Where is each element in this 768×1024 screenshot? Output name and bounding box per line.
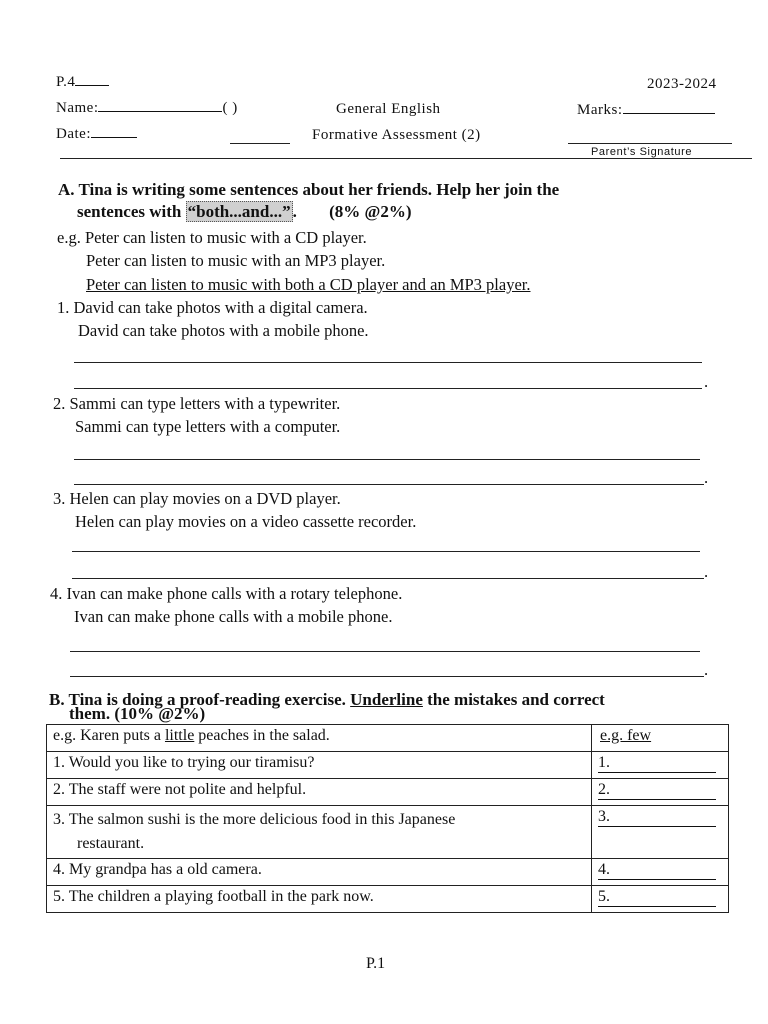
question-2-line1: 2. Sammi can type letters with a typewriter.	[53, 394, 341, 413]
question-4-line2: Ivan can make phone calls with a mobile phone.	[74, 607, 393, 626]
date-field	[56, 126, 137, 143]
signature-blank[interactable]	[568, 143, 732, 144]
row-2-sentence: 2. The staff were not polite and helpful.	[47, 779, 592, 806]
answer-line-2b[interactable]	[74, 484, 704, 485]
answer-line-4a[interactable]	[70, 651, 700, 652]
table-row	[47, 886, 729, 913]
school-year: 2023-2024	[647, 76, 717, 92]
table-row	[47, 779, 729, 806]
marks-blank[interactable]	[623, 113, 715, 114]
name-field	[56, 100, 238, 117]
example-sentence-cell: e.g. Karen puts a little peaches in the salad.	[47, 725, 592, 752]
section-a-title-line2: sentences with “both...and...” . (8% @2%)	[77, 202, 412, 221]
row-4-sentence: 4. My grandpa has a old camera.	[47, 859, 592, 886]
answer-line-3a[interactable]	[72, 551, 700, 552]
date-label: Date:	[56, 126, 91, 142]
answer-line-3b[interactable]	[72, 578, 704, 579]
question-4-line1: 4. Ivan can make phone calls with a rotary telephone.	[50, 584, 403, 603]
header-divider	[60, 158, 752, 159]
example-answer: Peter can listen to music with both a CD player and an MP3 player.	[86, 275, 531, 294]
period-1: .	[704, 372, 709, 391]
question-2-line2: Sammi can type letters with a computer.	[75, 417, 341, 436]
date-blank[interactable]	[91, 137, 137, 138]
both-and-highlight: “both...and...”	[187, 202, 291, 221]
table-row	[47, 725, 729, 752]
parent-signature-label: Parent’s Signature	[591, 146, 693, 158]
question-3-line1: 3. Helen can play movies on a DVD player.	[53, 489, 341, 508]
row-5-sentence: 5. The children a playing football in the park now.	[47, 886, 592, 913]
section-a-title-line1: A. Tina is writing some sentences about her friends. Help her join the	[58, 180, 560, 199]
example-answer-cell: e.g. few	[592, 725, 729, 752]
question-3-line2: Helen can play movies on a video cassette recorder.	[75, 512, 417, 531]
table-row	[47, 859, 729, 886]
row-1-answer[interactable]: 1.	[592, 752, 729, 779]
row-1-sentence: 1. Would you like to trying our tiramisu?	[47, 752, 592, 779]
row-3-answer[interactable]: 3.	[592, 806, 729, 859]
example-line1: e.g. Peter can listen to music with a CD player.	[57, 228, 367, 247]
example-mistake: little	[164, 727, 195, 744]
period-4: .	[704, 660, 709, 679]
underline-keyword: Underline	[350, 690, 423, 709]
row-3-sentence: 3. The salmon sushi is the more delicious food in this Japanese restaurant.	[47, 806, 592, 859]
section-a-marks: (8% @2%)	[329, 202, 412, 221]
class-blank[interactable]	[75, 85, 109, 86]
answer-line-2a[interactable]	[74, 459, 700, 460]
section-b-title-line2: them. (10% @2%)	[69, 704, 206, 723]
marks-field	[577, 102, 715, 119]
name-label: Name:	[56, 100, 99, 116]
class-label: P.4	[56, 74, 76, 90]
row-4-answer[interactable]: 4.	[592, 859, 729, 886]
class-field	[56, 74, 109, 91]
section-b-title-line1: B. Tina is doing a proof-reading exercise. Underline the mistakes and correct	[49, 690, 605, 709]
name-blank[interactable]	[98, 111, 222, 112]
proofreading-table	[46, 724, 729, 913]
page-number: P.1	[366, 955, 386, 972]
table-row	[47, 752, 729, 779]
assessment-title: Formative Assessment (2)	[312, 127, 481, 143]
class-number-bracket[interactable]: ( )	[222, 100, 238, 116]
question-1-line2: David can take photos with a mobile phone.	[78, 321, 369, 340]
example-line2: Peter can listen to music with an MP3 player.	[86, 251, 386, 270]
date-blank-2[interactable]	[230, 143, 290, 144]
row-5-answer[interactable]: 5.	[592, 886, 729, 913]
answer-line-4b[interactable]	[70, 676, 704, 677]
period-3: .	[704, 562, 709, 581]
answer-line-1b[interactable]	[74, 388, 702, 389]
subject-title: General English	[336, 101, 441, 117]
period-2: .	[704, 468, 709, 487]
question-1-line1: 1. David can take photos with a digital camera.	[57, 298, 368, 317]
row-2-answer[interactable]: 2.	[592, 779, 729, 806]
marks-label: Marks:	[577, 102, 623, 118]
answer-line-1a[interactable]	[74, 362, 702, 363]
table-row	[47, 806, 729, 859]
